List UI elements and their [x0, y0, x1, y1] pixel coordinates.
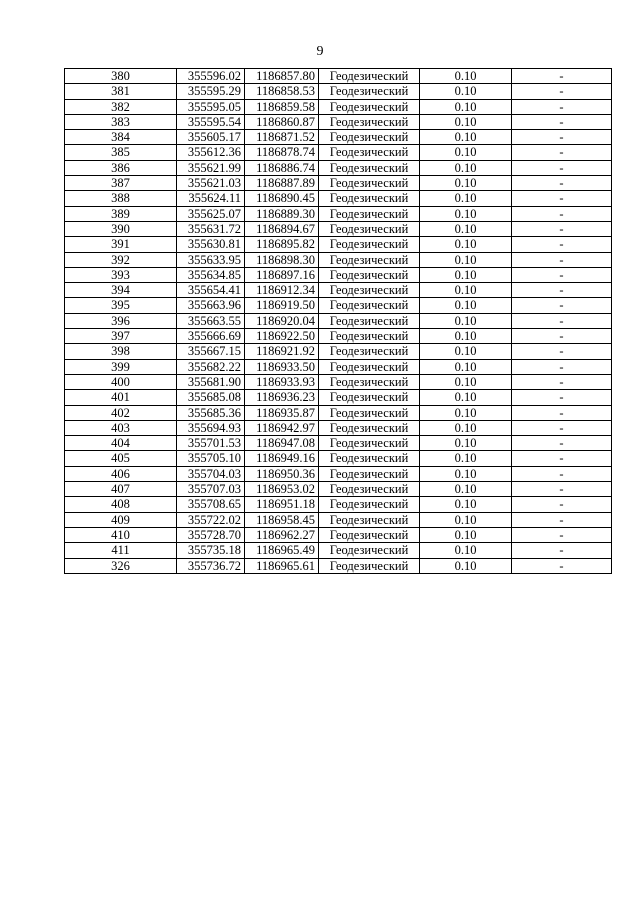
method-cell: Геодезический [319, 329, 420, 344]
method-cell: Геодезический [319, 69, 420, 84]
coordinates-table-body [65, 69, 612, 574]
x-coordinate-cell: 355595.54 [177, 114, 245, 129]
method-cell: Геодезический [319, 436, 420, 451]
table-row [65, 298, 612, 313]
table-row [65, 176, 612, 191]
point-number-cell: 391 [65, 237, 177, 252]
table-row [65, 206, 612, 221]
accuracy-cell: 0.10 [420, 497, 512, 512]
description-cell: - [512, 84, 612, 99]
point-number-cell: 387 [65, 176, 177, 191]
point-number-cell: 385 [65, 145, 177, 160]
point-number-cell: 383 [65, 114, 177, 129]
point-number-cell: 410 [65, 527, 177, 542]
x-coordinate-cell: 355681.90 [177, 374, 245, 389]
y-coordinate-cell: 1186919.50 [245, 298, 319, 313]
y-coordinate-cell: 1186871.52 [245, 130, 319, 145]
x-coordinate-cell: 355633.95 [177, 252, 245, 267]
description-cell: - [512, 420, 612, 435]
accuracy-cell: 0.10 [420, 420, 512, 435]
point-number-cell: 408 [65, 497, 177, 512]
method-cell: Геодезический [319, 543, 420, 558]
accuracy-cell: 0.10 [420, 359, 512, 374]
point-number-cell: 406 [65, 466, 177, 481]
y-coordinate-cell: 1186897.16 [245, 267, 319, 282]
point-number-cell: 401 [65, 390, 177, 405]
x-coordinate-cell: 355595.29 [177, 84, 245, 99]
y-coordinate-cell: 1186965.49 [245, 543, 319, 558]
description-cell: - [512, 176, 612, 191]
method-cell: Геодезический [319, 558, 420, 573]
description-cell: - [512, 359, 612, 374]
table-row [65, 344, 612, 359]
y-coordinate-cell: 1186894.67 [245, 221, 319, 236]
y-coordinate-cell: 1186895.82 [245, 237, 319, 252]
point-number-cell: 409 [65, 512, 177, 527]
method-cell: Геодезический [319, 359, 420, 374]
table-row [65, 69, 612, 84]
method-cell: Геодезический [319, 267, 420, 282]
table-row [65, 160, 612, 175]
method-cell: Геодезический [319, 466, 420, 481]
accuracy-cell: 0.10 [420, 283, 512, 298]
table-row [65, 84, 612, 99]
accuracy-cell: 0.10 [420, 558, 512, 573]
method-cell: Геодезический [319, 497, 420, 512]
y-coordinate-cell: 1186920.04 [245, 313, 319, 328]
x-coordinate-cell: 355722.02 [177, 512, 245, 527]
x-coordinate-cell: 355624.11 [177, 191, 245, 206]
method-cell: Геодезический [319, 405, 420, 420]
y-coordinate-cell: 1186935.87 [245, 405, 319, 420]
x-coordinate-cell: 355708.65 [177, 497, 245, 512]
method-cell: Геодезический [319, 313, 420, 328]
y-coordinate-cell: 1186886.74 [245, 160, 319, 175]
x-coordinate-cell: 355728.70 [177, 527, 245, 542]
x-coordinate-cell: 355625.07 [177, 206, 245, 221]
description-cell: - [512, 145, 612, 160]
accuracy-cell: 0.10 [420, 221, 512, 236]
table-row [65, 267, 612, 282]
description-cell: - [512, 405, 612, 420]
method-cell: Геодезический [319, 252, 420, 267]
point-number-cell: 400 [65, 374, 177, 389]
x-coordinate-cell: 355654.41 [177, 283, 245, 298]
x-coordinate-cell: 355705.10 [177, 451, 245, 466]
y-coordinate-cell: 1186933.93 [245, 374, 319, 389]
x-coordinate-cell: 355630.81 [177, 237, 245, 252]
y-coordinate-cell: 1186912.34 [245, 283, 319, 298]
description-cell: - [512, 283, 612, 298]
table-row [65, 283, 612, 298]
y-coordinate-cell: 1186887.89 [245, 176, 319, 191]
description-cell: - [512, 313, 612, 328]
accuracy-cell: 0.10 [420, 130, 512, 145]
description-cell: - [512, 344, 612, 359]
description-cell: - [512, 527, 612, 542]
description-cell: - [512, 69, 612, 84]
description-cell: - [512, 114, 612, 129]
x-coordinate-cell: 355595.05 [177, 99, 245, 114]
point-number-cell: 402 [65, 405, 177, 420]
point-number-cell: 407 [65, 482, 177, 497]
table-row [65, 497, 612, 512]
table-row [65, 482, 612, 497]
point-number-cell: 411 [65, 543, 177, 558]
point-number-cell: 397 [65, 329, 177, 344]
method-cell: Геодезический [319, 206, 420, 221]
table-row [65, 420, 612, 435]
x-coordinate-cell: 355666.69 [177, 329, 245, 344]
point-number-cell: 382 [65, 99, 177, 114]
y-coordinate-cell: 1186947.08 [245, 436, 319, 451]
x-coordinate-cell: 355631.72 [177, 221, 245, 236]
accuracy-cell: 0.10 [420, 313, 512, 328]
accuracy-cell: 0.10 [420, 206, 512, 221]
accuracy-cell: 0.10 [420, 191, 512, 206]
accuracy-cell: 0.10 [420, 390, 512, 405]
x-coordinate-cell: 355736.72 [177, 558, 245, 573]
x-coordinate-cell: 355735.18 [177, 543, 245, 558]
accuracy-cell: 0.10 [420, 451, 512, 466]
table-row [65, 252, 612, 267]
y-coordinate-cell: 1186950.36 [245, 466, 319, 481]
table-row [65, 99, 612, 114]
method-cell: Геодезический [319, 130, 420, 145]
point-number-cell: 399 [65, 359, 177, 374]
table-row [65, 374, 612, 389]
y-coordinate-cell: 1186858.53 [245, 84, 319, 99]
y-coordinate-cell: 1186860.87 [245, 114, 319, 129]
x-coordinate-cell: 355612.36 [177, 145, 245, 160]
point-number-cell: 394 [65, 283, 177, 298]
accuracy-cell: 0.10 [420, 114, 512, 129]
description-cell: - [512, 543, 612, 558]
description-cell: - [512, 298, 612, 313]
description-cell: - [512, 512, 612, 527]
description-cell: - [512, 482, 612, 497]
y-coordinate-cell: 1186949.16 [245, 451, 319, 466]
method-cell: Геодезический [319, 283, 420, 298]
table-row [65, 359, 612, 374]
description-cell: - [512, 160, 612, 175]
accuracy-cell: 0.10 [420, 374, 512, 389]
table-row [65, 130, 612, 145]
accuracy-cell: 0.10 [420, 160, 512, 175]
y-coordinate-cell: 1186889.30 [245, 206, 319, 221]
accuracy-cell: 0.10 [420, 99, 512, 114]
y-coordinate-cell: 1186953.02 [245, 482, 319, 497]
y-coordinate-cell: 1186958.45 [245, 512, 319, 527]
table-row [65, 329, 612, 344]
table-row [65, 527, 612, 542]
table-row [65, 512, 612, 527]
table-row [65, 145, 612, 160]
point-number-cell: 398 [65, 344, 177, 359]
point-number-cell: 396 [65, 313, 177, 328]
point-number-cell: 380 [65, 69, 177, 84]
y-coordinate-cell: 1186921.92 [245, 344, 319, 359]
method-cell: Геодезический [319, 99, 420, 114]
x-coordinate-cell: 355663.55 [177, 313, 245, 328]
accuracy-cell: 0.10 [420, 237, 512, 252]
point-number-cell: 381 [65, 84, 177, 99]
method-cell: Геодезический [319, 298, 420, 313]
x-coordinate-cell: 355621.03 [177, 176, 245, 191]
x-coordinate-cell: 355694.93 [177, 420, 245, 435]
method-cell: Геодезический [319, 84, 420, 99]
x-coordinate-cell: 355685.36 [177, 405, 245, 420]
y-coordinate-cell: 1186965.61 [245, 558, 319, 573]
coordinates-table [64, 68, 612, 574]
description-cell: - [512, 436, 612, 451]
description-cell: - [512, 374, 612, 389]
description-cell: - [512, 558, 612, 573]
table-row [65, 114, 612, 129]
description-cell: - [512, 252, 612, 267]
point-number-cell: 384 [65, 130, 177, 145]
point-number-cell: 403 [65, 420, 177, 435]
method-cell: Геодезический [319, 420, 420, 435]
point-number-cell: 326 [65, 558, 177, 573]
x-coordinate-cell: 355621.99 [177, 160, 245, 175]
description-cell: - [512, 451, 612, 466]
point-number-cell: 405 [65, 451, 177, 466]
x-coordinate-cell: 355663.96 [177, 298, 245, 313]
method-cell: Геодезический [319, 145, 420, 160]
description-cell: - [512, 390, 612, 405]
method-cell: Геодезический [319, 191, 420, 206]
method-cell: Геодезический [319, 176, 420, 191]
accuracy-cell: 0.10 [420, 298, 512, 313]
accuracy-cell: 0.10 [420, 84, 512, 99]
x-coordinate-cell: 355704.03 [177, 466, 245, 481]
y-coordinate-cell: 1186890.45 [245, 191, 319, 206]
accuracy-cell: 0.10 [420, 252, 512, 267]
table-row [65, 221, 612, 236]
table-row [65, 466, 612, 481]
x-coordinate-cell: 355682.22 [177, 359, 245, 374]
accuracy-cell: 0.10 [420, 527, 512, 542]
point-number-cell: 395 [65, 298, 177, 313]
method-cell: Геодезический [319, 221, 420, 236]
point-number-cell: 390 [65, 221, 177, 236]
accuracy-cell: 0.10 [420, 145, 512, 160]
table-row [65, 191, 612, 206]
method-cell: Геодезический [319, 390, 420, 405]
description-cell: - [512, 191, 612, 206]
description-cell: - [512, 221, 612, 236]
y-coordinate-cell: 1186962.27 [245, 527, 319, 542]
table-row [65, 237, 612, 252]
x-coordinate-cell: 355685.08 [177, 390, 245, 405]
x-coordinate-cell: 355596.02 [177, 69, 245, 84]
table-row [65, 543, 612, 558]
x-coordinate-cell: 355605.17 [177, 130, 245, 145]
method-cell: Геодезический [319, 451, 420, 466]
table-row [65, 390, 612, 405]
description-cell: - [512, 130, 612, 145]
table-row [65, 436, 612, 451]
y-coordinate-cell: 1186951.18 [245, 497, 319, 512]
method-cell: Геодезический [319, 374, 420, 389]
description-cell: - [512, 267, 612, 282]
x-coordinate-cell: 355701.53 [177, 436, 245, 451]
description-cell: - [512, 466, 612, 481]
y-coordinate-cell: 1186936.23 [245, 390, 319, 405]
point-number-cell: 388 [65, 191, 177, 206]
description-cell: - [512, 329, 612, 344]
accuracy-cell: 0.10 [420, 267, 512, 282]
accuracy-cell: 0.10 [420, 543, 512, 558]
point-number-cell: 393 [65, 267, 177, 282]
table-row [65, 405, 612, 420]
point-number-cell: 386 [65, 160, 177, 175]
description-cell: - [512, 206, 612, 221]
method-cell: Геодезический [319, 482, 420, 497]
y-coordinate-cell: 1186922.50 [245, 329, 319, 344]
accuracy-cell: 0.10 [420, 436, 512, 451]
description-cell: - [512, 237, 612, 252]
accuracy-cell: 0.10 [420, 405, 512, 420]
accuracy-cell: 0.10 [420, 466, 512, 481]
accuracy-cell: 0.10 [420, 482, 512, 497]
y-coordinate-cell: 1186942.97 [245, 420, 319, 435]
x-coordinate-cell: 355707.03 [177, 482, 245, 497]
description-cell: - [512, 497, 612, 512]
y-coordinate-cell: 1186898.30 [245, 252, 319, 267]
table-row [65, 313, 612, 328]
description-cell: - [512, 99, 612, 114]
point-number-cell: 404 [65, 436, 177, 451]
method-cell: Геодезический [319, 512, 420, 527]
accuracy-cell: 0.10 [420, 329, 512, 344]
accuracy-cell: 0.10 [420, 69, 512, 84]
x-coordinate-cell: 355667.15 [177, 344, 245, 359]
y-coordinate-cell: 1186933.50 [245, 359, 319, 374]
accuracy-cell: 0.10 [420, 344, 512, 359]
table-row [65, 451, 612, 466]
point-number-cell: 392 [65, 252, 177, 267]
method-cell: Геодезический [319, 527, 420, 542]
page-number: 9 [316, 44, 324, 59]
method-cell: Геодезический [319, 237, 420, 252]
x-coordinate-cell: 355634.85 [177, 267, 245, 282]
y-coordinate-cell: 1186857.80 [245, 69, 319, 84]
table-row [65, 558, 612, 573]
y-coordinate-cell: 1186859.58 [245, 99, 319, 114]
accuracy-cell: 0.10 [420, 512, 512, 527]
accuracy-cell: 0.10 [420, 176, 512, 191]
method-cell: Геодезический [319, 344, 420, 359]
method-cell: Геодезический [319, 114, 420, 129]
y-coordinate-cell: 1186878.74 [245, 145, 319, 160]
method-cell: Геодезический [319, 160, 420, 175]
point-number-cell: 389 [65, 206, 177, 221]
